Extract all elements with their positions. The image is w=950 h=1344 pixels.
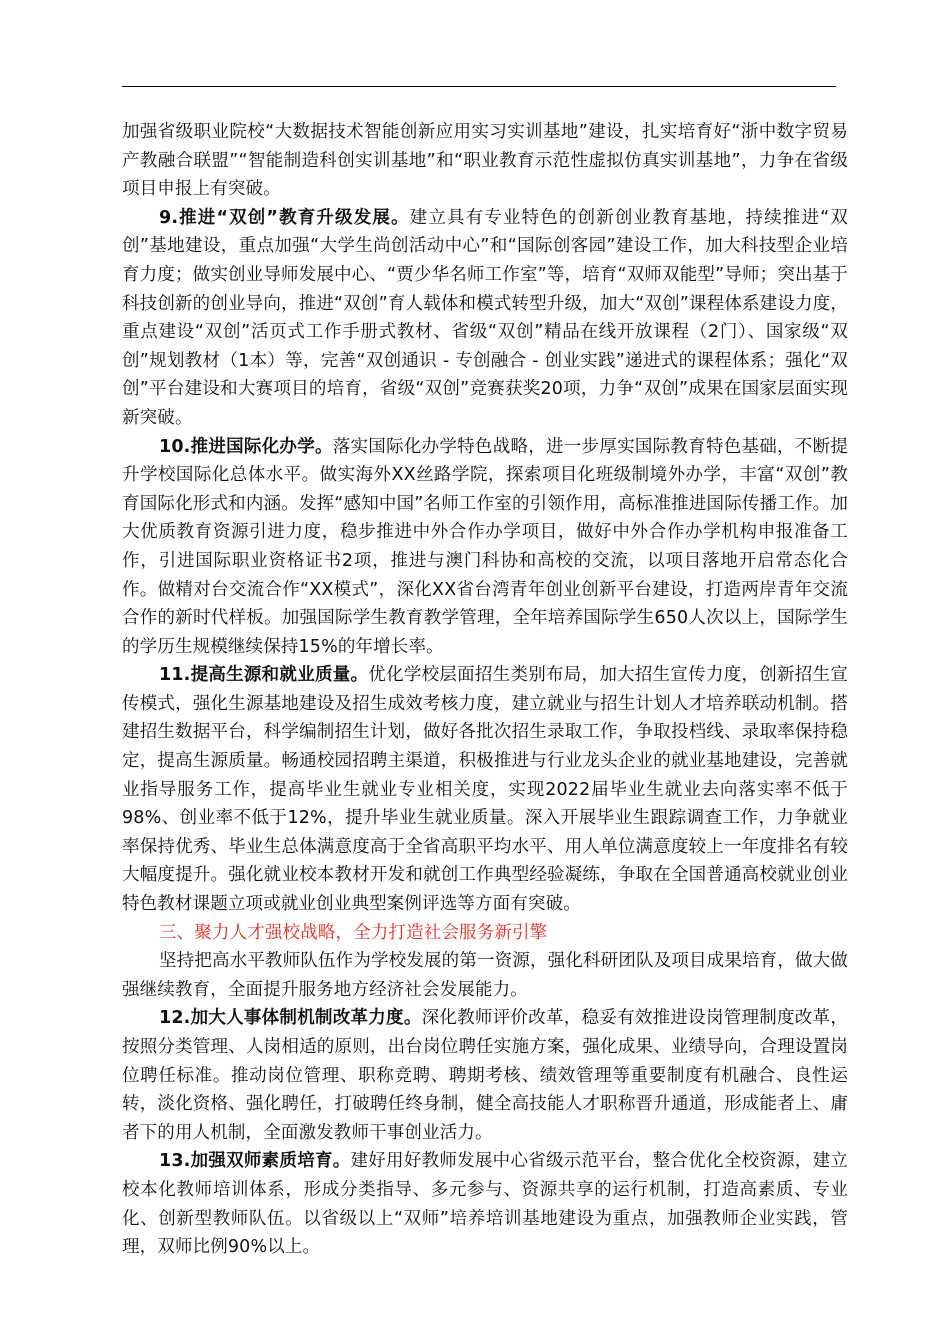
paragraph-lead: 9.推进“双创”教育升级发展。 [159, 207, 410, 228]
paragraph-text: 建立具有专业特色的创新创业教育基地，持续推进“双创”基地建设，重点加强“大学生尚创活动中心”和“国际创客园”建设工作，加大科技型企业培育力度；做实创业导师发展中心、“贾少华名师工作室”等，培育“双师双能型”导师；突出基于科技创新的创业导向，推进“双创”育人载体和模式转型升级，加大“双创”课程体系建设力度，重点建设“双创”活页式工作手册式教材、省级“双创”精品在线开放课程（2门）、国家级“双创”规划教材（1本）等，完善“双创通识 - 专创融合 - 创业实践”递进式的课程体系；强化“双创”平台建设和大赛项目的培育，省级“双创”竞赛获奖20项，力争“双创”成果在国家层面实现新突破。 [122, 207, 848, 428]
paragraph-text: 深化教师评价改革，稳妥有效推进设岗管理制度改革，按照分类管理、人岗相适的原则，出台岗位聘任实施方案，强化成果、业绩导向，合理设置岗位聘任标准。推动岗位管理、职称竞聘、聘期考核、绩效管理等重要制度有机融合、良性运转，淡化资格、强化聘任，打破聘任终身制，健全高技能人才职称晋升通道，形成能者上、庸者下的用人机制，全面激发教师干事创业活力。 [122, 1008, 848, 1143]
paragraph-text: 建好用好教师发展中心省级示范平台，整合优化全校资源，建立校本化教师培训体系，形成分类指导、多元参与、资源共享的运行机制，打造高素质、专业化、创新型教师队伍。以省级以上“双师”培养培训基地建设为重点，加强教师企业实践，管理，双师比例90%以上。 [122, 1151, 848, 1258]
paragraph-item-13 [122, 1147, 848, 1261]
paragraph-lead: 13.加强双师素质培育。 [159, 1151, 351, 1172]
document-body [122, 118, 848, 1262]
paragraph-text: 落实国际化办学特色战略，进一步厚实国际教育特色基础，不断提升学校国际化总体水平。做实海外XX丝路学院，探索项目化班级制境外办学，丰富“双创”教育国际化形式和内涵。发挥“感知中国”名师工作室的引领作用，高标准推进国际传播工作。加大优质教育资源引进力度，稳步推进中外合作办学项目，做好中外合作办学机构申报准备工作，引进国际职业资格证书2项，推进与澳门科协和高校的交流，以项目落地开启常态化合作。做精对台交流合作“XX模式”，深化XX省台湾青年创业创新平台建设，打造两岸青年交流合作的新时代样板。加强国际学生教育教学管理，全年培养国际学生650人次以上，国际学生的学历生规模继续保持15%的年增长率。 [122, 436, 848, 657]
paragraph-text: 坚持把高水平教师队伍作为学校发展的第一资源，强化科研团队及项目成果培育，做大做强继续教育，全面提升服务地方经济社会发展能力。 [122, 951, 848, 1000]
paragraph-item-12 [122, 1004, 848, 1147]
paragraph-lead: 10.推进国际化办学。 [159, 436, 333, 457]
paragraph-item-11 [122, 661, 848, 918]
section-intro [122, 947, 848, 1004]
paragraph-text: 加强省级职业院校“大数据技术智能创新应用实习实训基地”建设，扎实培育好“浙中数字贸易产教融合联盟”“智能制造科创实训基地”和“职业教育示范性虚拟仿真实训基地”，力争在省级项目申报上有突破。 [122, 122, 848, 200]
section-heading: 三、聚力人才强校战略，全力打造社会服务新引擎 [159, 922, 548, 943]
header-rule [122, 86, 836, 87]
paragraph-text: 优化学校层面招生类别布局，加大招生宣传力度，创新招生宣传模式，强化生源基地建设及招生成效考核力度，建立就业与招生计划人才培养联动机制。搭建招生数据平台，科学编制招生计划，做好各批次招生录取工作，争取投档线、录取率保持稳定，提高生源质量。畅通校园招聘主渠道，积极推进与行业龙头企业的就业基地建设，完善就业指导服务工作，提高毕业生就业专业相关度，实现2022届毕业生就业去向落实率不低于98%、创业率不低于12%，提升毕业生就业质量。深入开展毕业生跟踪调查工作，力争就业率保持优秀、毕业生总体满意度高于全省高职平均水平、用人单位满意度较上一年度排名有较大幅度提升。强化就业校本教材开发和就创工作典型经验凝练，争取在全国普通高校就业创业特色教材课题立项或就业创业典型案例评选等方面有突破。 [122, 665, 848, 915]
paragraph-lead: 12.加大人事体制机制改革力度。 [159, 1008, 422, 1029]
paragraph-continuation [122, 118, 848, 204]
paragraph-item-10 [122, 433, 848, 662]
paragraph-lead: 11.提高生源和就业质量。 [159, 665, 369, 686]
paragraph-item-9 [122, 204, 848, 433]
